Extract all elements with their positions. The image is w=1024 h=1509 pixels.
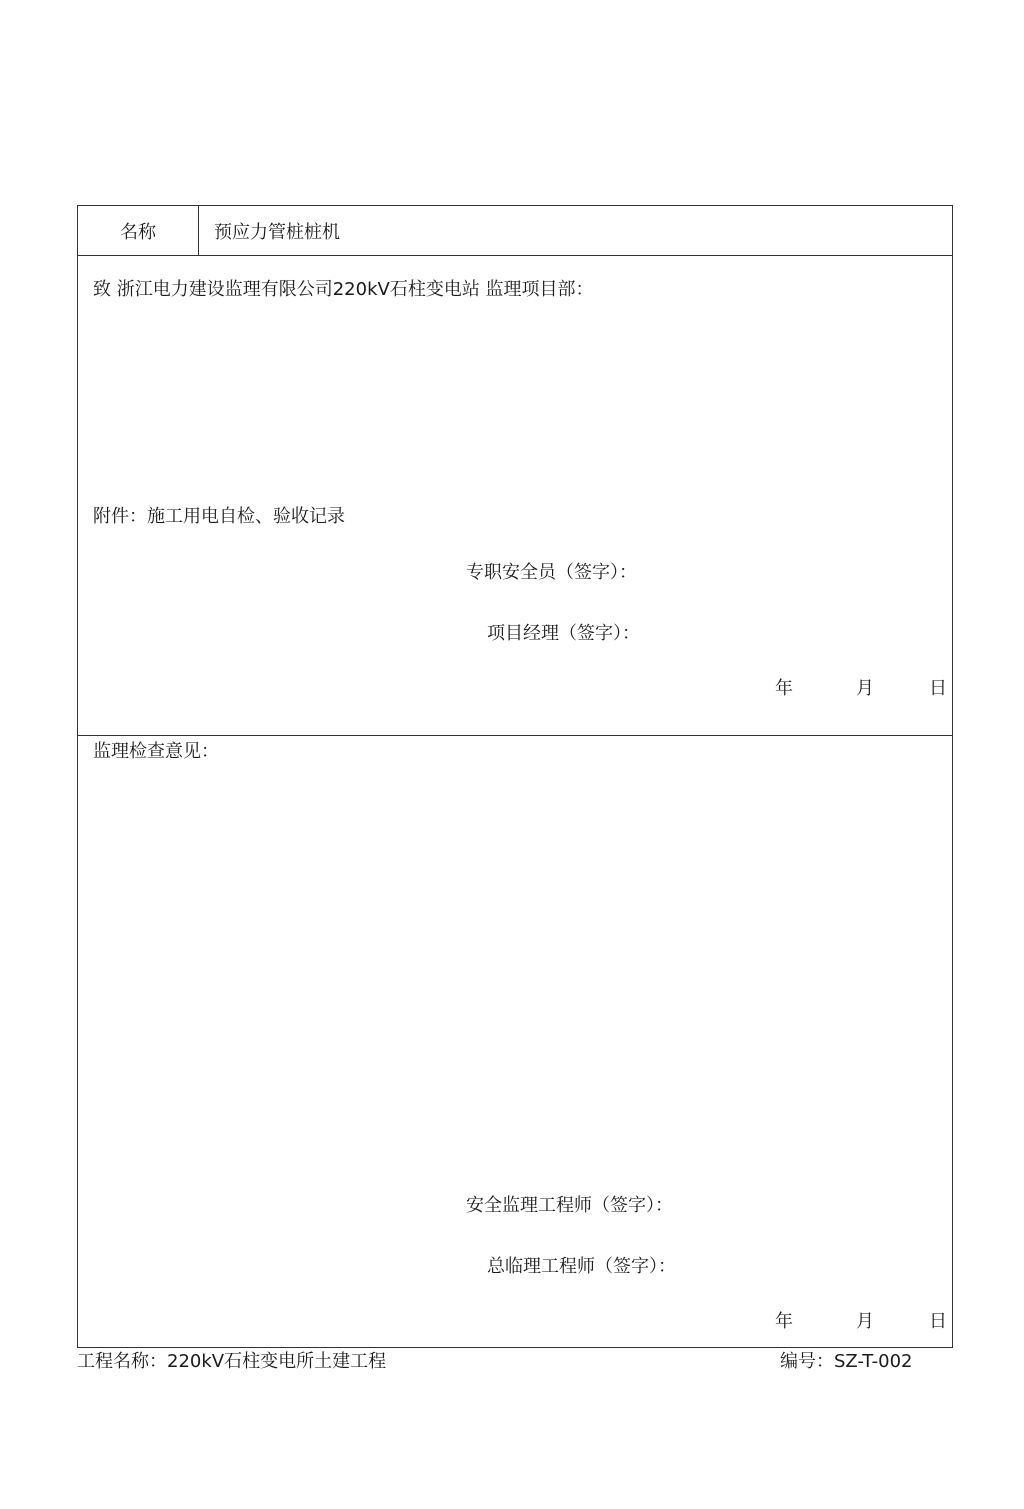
supervision-date-year: 年 <box>775 1311 793 1332</box>
name-row <box>78 206 952 256</box>
safety-engineer-signature: 安全监理工程师（签字）： <box>466 1195 673 1216</box>
supervision-section <box>78 736 952 1347</box>
name-label: 名称 <box>78 206 199 255</box>
name-value: 预应力管桩桩机 <box>214 221 340 243</box>
date-month: 月 <box>856 678 874 699</box>
project-manager-signature: 项目经理（签字）： <box>487 623 640 644</box>
inspection-form <box>77 205 953 1348</box>
chief-engineer-signature: 总临理工程师（签字）： <box>487 1256 676 1277</box>
supervision-date-day: 日 <box>929 1311 947 1332</box>
date-day: 日 <box>929 678 947 699</box>
supervision-date-month: 月 <box>856 1311 874 1332</box>
attachment-line: 附件：施工用电自检、验收记录 <box>93 506 345 527</box>
addressee-line: 致 浙江电力建设监理有限公司220kV石柱变电站 监理项目部： <box>93 279 594 300</box>
application-section <box>78 256 952 736</box>
safety-officer-signature: 专职安全员（签字）： <box>466 562 637 583</box>
project-name: 工程名称：220kV石柱变电所土建工程 <box>77 1351 387 1372</box>
supervision-opinion-label: 监理检查意见： <box>93 741 219 762</box>
date-year: 年 <box>775 678 793 699</box>
serial-number: 编号：SZ-T-002 <box>780 1351 913 1372</box>
